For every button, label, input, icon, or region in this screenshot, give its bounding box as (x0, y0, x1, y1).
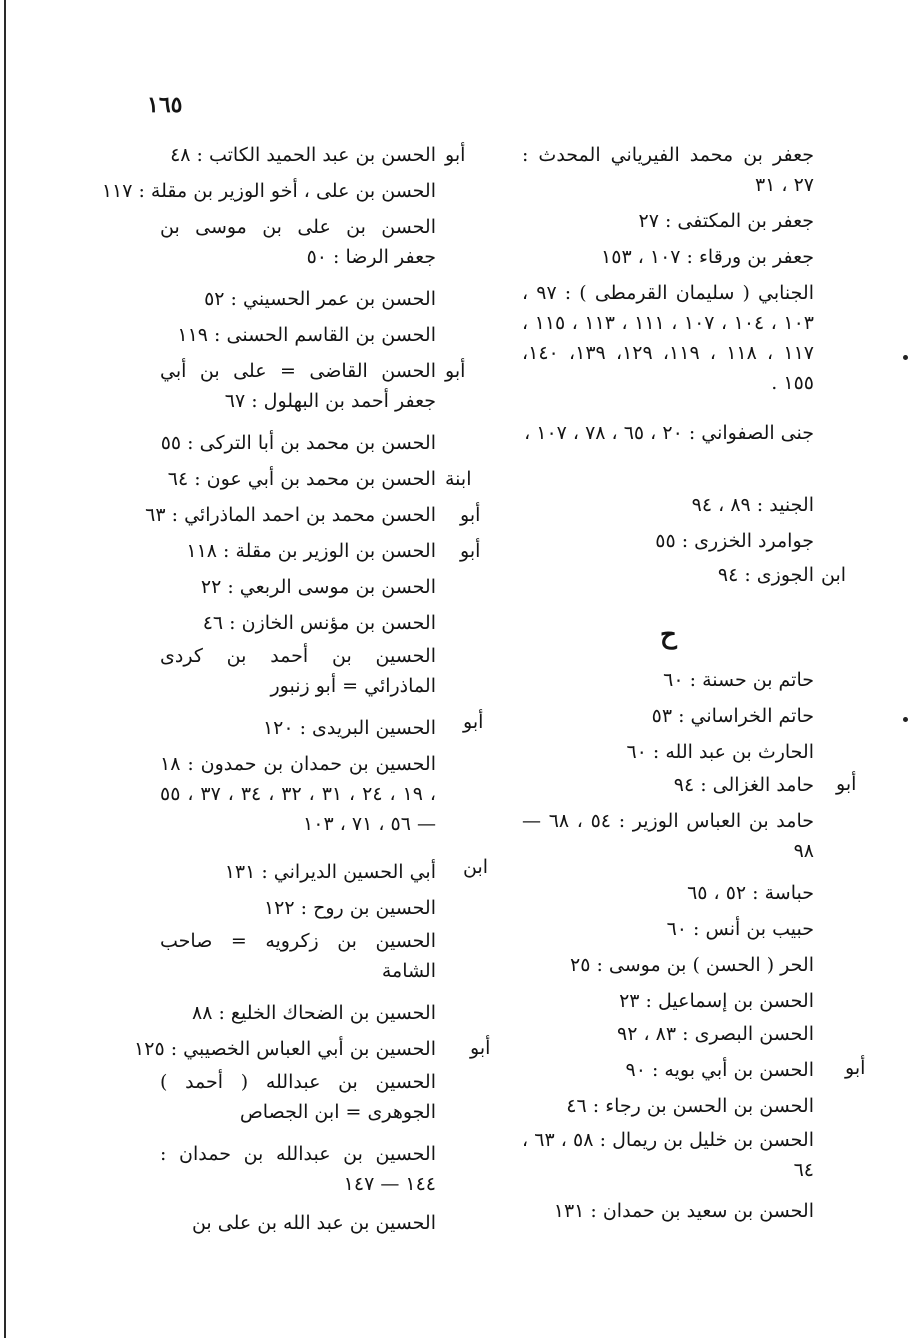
index-entry: الحسين بن عبدالله بن حمدان : ١٤٤ — ١٤٧ (160, 1143, 436, 1195)
margin-dot (903, 717, 908, 722)
page-edge-line (4, 0, 6, 1338)
index-entry: الحسن بن محمد بن أبا التركى : ٥٥ (160, 432, 436, 454)
entry-prefix: ابنة (445, 468, 472, 490)
index-entry: حامد بن العباس الوزير : ٥٤ ، ٦٨ — ٩٨ (522, 810, 814, 862)
entry-prefix: أبو (470, 1037, 491, 1059)
entry-prefix: ابن (821, 564, 847, 586)
index-entry: جوامرد الخزرى : ٥٥ (655, 530, 814, 552)
index-entry: الجنابي ( سليمان القرمطى ) : ٩٧ ، ١٠٣ ، ١٠٤ ، ١٠٧ ، ١١١ ، ١١٣ ، ١١٥ ، ١١٧ ، ١١٨ ، ١١٩، ١٢٩، ١٣٩، ١٤٠، ١٥٥ . (522, 282, 815, 394)
index-entry: حامد الغزالى : ٩٤ (673, 774, 814, 796)
index-entry: الحسين بن أبي العباس الخصيبي : ١٢٥ (134, 1038, 436, 1060)
index-entry: الحسن بن إسماعيل : ٢٣ (619, 990, 814, 1012)
entry-prefix: أبو (445, 144, 466, 166)
entry-prefix: ابن (463, 856, 489, 878)
index-entry: الحسن بن خليل بن ريمال : ٥٨ ، ٦٣ ، ٦٤ (522, 1129, 815, 1181)
index-entry: الحر ( الحسن ) بن موسى : ٢٥ (570, 954, 814, 976)
index-entry: الحسن بن أبي بويه : ٩٠ (625, 1059, 814, 1081)
index-entry: الحسين بن الضحاك الخليع : ٨٨ (192, 1002, 436, 1024)
index-entry: جعفر بن محمد الفيرياني المحدث : ٢٧ ، ٣١ (522, 144, 814, 196)
index-entry: الجوزى : ٩٤ (717, 564, 814, 586)
index-entry: الحسن بن عمر الحسيني : ٥٢ (204, 288, 436, 310)
index-entry: جعفر بن المكتفى : ٢٧ (638, 210, 814, 232)
index-entry: حبيب بن أنس : ٦٠ (666, 918, 814, 940)
index-entry: الحسن بن محمد بن أبي عون : ٦٤ (167, 468, 436, 490)
index-entry: الحسن بن الوزير بن مقلة : ١١٨ (186, 540, 436, 562)
margin-dot (903, 355, 908, 360)
index-entry: الحسين بن عبدالله ( أحمد ) الجوهرى = ابن الجصاص (160, 1071, 436, 1123)
index-entry: الحسين بن أحمد بن كردى الماذرائي = أبو زنبور (160, 645, 436, 697)
index-entry: الحسين البريدى : ١٢٠ (262, 717, 436, 739)
index-entry: الحسين بن زكرويه = صاحب الشامة (160, 930, 436, 982)
entry-prefix: أبو (445, 360, 466, 382)
index-entry: الحسن بن على بن موسى بن جعفر الرضا : ٥٠ (160, 216, 436, 268)
index-entry: الجنيد : ٨٩ ، ٩٤ (691, 494, 814, 516)
index-entry: جنى الصفواني : ٢٠ ، ٦٥ ، ٧٨ ، ١٠٧ ، (524, 422, 814, 444)
index-entry: أبي الحسين الديراني : ١٣١ (224, 861, 436, 883)
entry-prefix: أبو (845, 1057, 866, 1079)
index-entry: الحسن بن القاسم الحسنى : ١١٩ (177, 324, 436, 346)
page-number: ١٦٥ (147, 92, 183, 118)
entry-prefix: أبو (463, 711, 484, 733)
index-entry: حاتم الخراساني : ٥٣ (651, 705, 814, 727)
index-entry: الحسن محمد بن احمد الماذرائي : ٦٣ (145, 504, 436, 526)
index-entry: الحسن بن على ، أخو الوزير بن مقلة : ١١٧ (101, 180, 436, 202)
index-entry: الحسن بن موسى الربعي : ٢٢ (200, 576, 436, 598)
index-entry: حباسة : ٥٢ ، ٦٥ (687, 882, 814, 904)
entry-prefix: أبو (836, 773, 857, 795)
index-entry: الحسن القاضى = على بن أبي جعفر أحمد بن البهلول : ٦٧ (160, 360, 436, 412)
index-entry: الحسين بن حمدان بن حمدون : ١٨ ، ١٩ ، ٢٤ ، ٣١ ، ٣٢ ، ٣٤ ، ٣٧ ، ٥٥ — ٥٦ ، ٧١ ، ١٠٣ (160, 753, 437, 835)
section-letter-heading: ح (660, 620, 677, 650)
index-entry: الحسين بن روح : ١٢٢ (263, 897, 436, 919)
index-entry: الحارث بن عبد الله : ٦٠ (626, 741, 814, 763)
index-entry: حاتم بن حسنة : ٦٠ (663, 669, 814, 691)
index-entry: الحسن بن مؤنس الخازن : ٤٦ (202, 612, 436, 634)
index-entry: الحسن بن عبد الحميد الكاتب : ٤٨ (170, 144, 436, 166)
index-entry: جعفر بن ورقاء : ١٠٧ ، ١٥٣ (601, 246, 814, 268)
entry-prefix: أبو (460, 504, 481, 526)
index-entry: الحسن بن الحسن بن رجاء : ٤٦ (566, 1095, 814, 1117)
entry-prefix: أبو (460, 540, 481, 562)
index-entry: الحسن البصرى : ٨٣ ، ٩٢ (617, 1023, 814, 1045)
index-entry: الحسن بن سعيد بن حمدان : ١٣١ (553, 1200, 814, 1222)
index-entry: الحسين بن عبد الله بن على بن (191, 1212, 436, 1234)
